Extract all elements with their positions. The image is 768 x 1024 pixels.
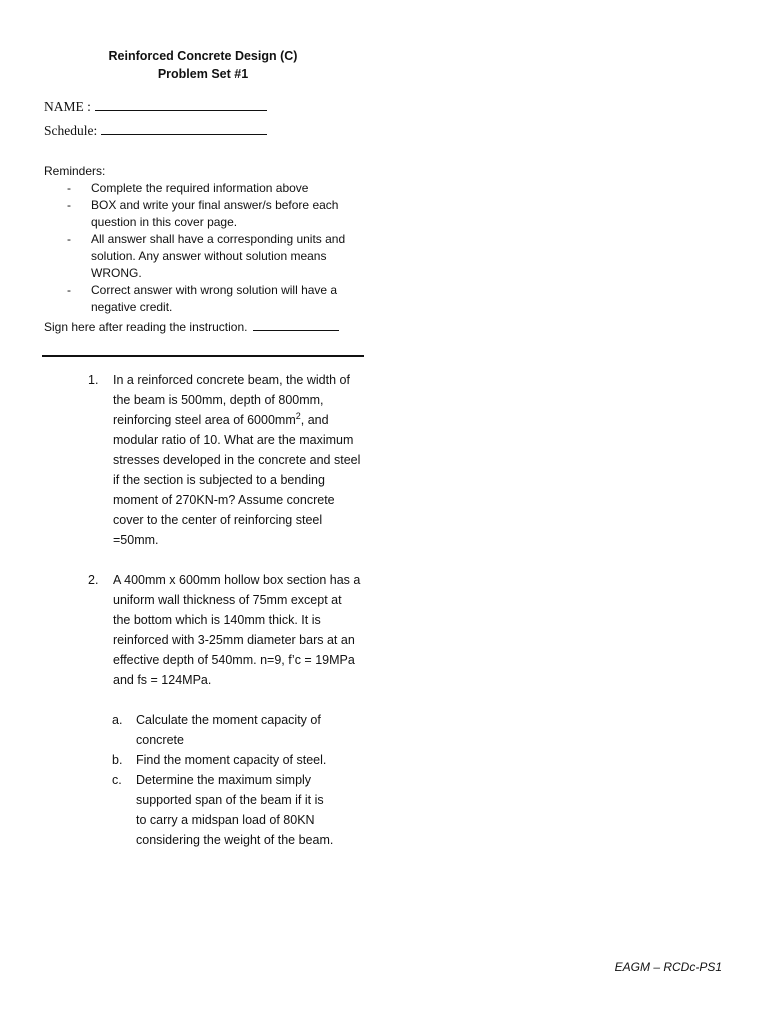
schedule-blank-line (101, 121, 267, 135)
reminder-text: All answer shall have a corresponding units and solution. Any answer without solution means WRONG. (91, 232, 346, 280)
schedule-field (44, 121, 267, 140)
problem-text: A 400mm x 600mm hollow box section has a uniform wall thickness of 75mm except at the bottom which is 140mm thick. It is reinforced with 3-25mm diameter bars at an effective depth of 540mm. n=9, f’c = 19MPa and fs = 124MPa. (113, 573, 361, 687)
signature-blank-line (253, 319, 339, 331)
reminder-item (44, 180, 364, 197)
sign-instruction (44, 319, 339, 336)
reminders-list (44, 180, 364, 316)
sign-text: Sign here after reading the instruction. (44, 320, 248, 334)
reminder-bullet: - (67, 181, 71, 195)
problem-text (113, 370, 361, 550)
reminder-text: Complete the required information above (91, 181, 309, 195)
schedule-label: Schedule: (44, 123, 98, 138)
section-divider (42, 355, 364, 357)
subpart-letter: c. (112, 773, 122, 787)
subpart-item (112, 710, 336, 750)
reminder-item (44, 197, 364, 231)
reminder-text: Correct answer with wrong solution will have a negative credit. (91, 283, 338, 314)
course-title: Reinforced Concrete Design (C) (108, 49, 298, 63)
subpart-letter: b. (112, 753, 123, 767)
problem-text-part: , and modular ratio of 10. What are the maximum stresses developed in the concrete and steel if the section is subjected to a bending moment of 270KN-m? Assume concrete cover to the center of reinforcing steel =50mm. (113, 413, 361, 547)
problem-1 (88, 370, 378, 550)
problem-text-part: In a reinforced concrete beam, the width of the beam is 500mm, depth of 800mm, reinforcing steel area of 6000mm (113, 373, 350, 427)
problem-2 (88, 570, 378, 690)
problem-number: 1. (88, 373, 99, 387)
subpart-text: Calculate the moment capacity of concrete (136, 713, 321, 747)
reminders-heading: Reminders: (44, 164, 106, 178)
subpart-text: Determine the maximum simply supported span of the beam if it is to carry a midspan load of 80KN considering the weight of the beam. (136, 773, 334, 847)
reminder-item (44, 231, 364, 282)
subpart-text: Find the moment capacity of steel. (136, 753, 327, 767)
problem-set-title: Problem Set #1 (157, 67, 249, 81)
reminder-bullet: - (67, 283, 71, 297)
subpart-letter: a. (112, 713, 123, 727)
reminder-text: BOX and write your final answer/s before each question in this cover page. (91, 198, 339, 229)
name-label: NAME : (44, 99, 91, 114)
reminder-bullet: - (67, 198, 71, 212)
subpart-item (112, 770, 336, 850)
name-blank-line (95, 97, 267, 111)
superscript: 2 (295, 410, 301, 421)
name-field (44, 97, 267, 116)
footer-code: EAGM – RCDc-PS1 (614, 960, 722, 974)
subpart-item (112, 750, 336, 770)
reminder-bullet: - (67, 232, 71, 246)
problem-number: 2. (88, 573, 99, 587)
reminder-item (44, 282, 364, 316)
problem-2-subparts (112, 710, 372, 850)
